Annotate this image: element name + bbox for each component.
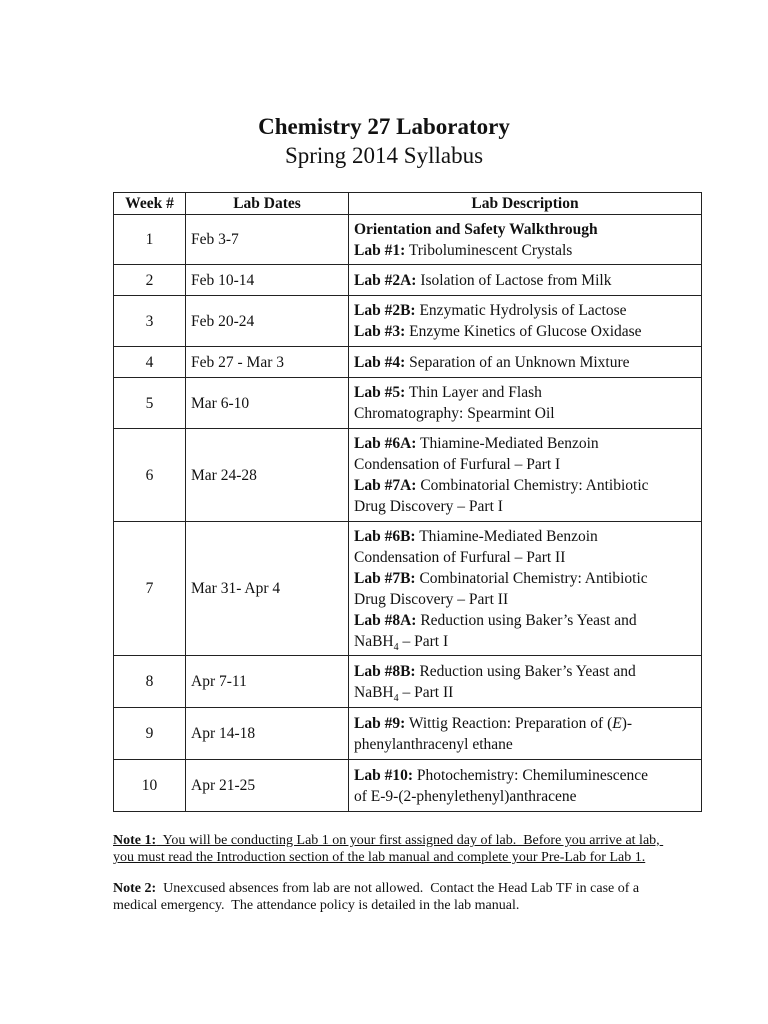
week-cell: 7	[114, 522, 186, 656]
lab-title-text: Chromatography: Spearmint Oil	[354, 405, 555, 422]
table-row	[114, 708, 702, 760]
lab-number: Lab #8A:	[354, 611, 417, 629]
week-cell: 1	[114, 215, 186, 265]
lab-title-text: Thiamine-Mediated Benzoin	[416, 435, 599, 452]
description-line	[354, 475, 696, 496]
week-cell: 3	[114, 296, 186, 347]
column-header-week: Week #	[114, 193, 186, 215]
lab-dates-cell: Feb 10-14	[186, 265, 349, 296]
lab-dates-cell: Mar 24-28	[186, 429, 349, 522]
column-header-dates: Lab Dates	[186, 193, 349, 215]
note-2	[113, 880, 673, 914]
lab-title-text: Photochemistry: Chemiluminescence	[413, 766, 649, 784]
description-line	[354, 734, 696, 755]
page-subtitle: Spring 2014 Syllabus	[284, 143, 484, 168]
table-row	[114, 378, 702, 429]
page-title: Chemistry 27 Laboratory	[258, 114, 510, 139]
description-line	[354, 610, 696, 631]
lab-title-text: Drug Discovery – Part I	[354, 498, 503, 515]
lab-title-text: Drug Discovery – Part II	[354, 590, 509, 608]
lab-description-cell	[349, 429, 702, 522]
lab-number: Lab #7A:	[354, 477, 417, 494]
column-header-description: Lab Description	[349, 193, 702, 215]
lab-title-text: Thin Layer and Flash	[405, 384, 542, 401]
description-line	[354, 568, 696, 589]
lab-number: Lab #6B:	[354, 527, 416, 545]
table-row	[114, 429, 702, 522]
lab-title-text: Thiamine-Mediated Benzoin	[415, 527, 598, 545]
week-cell: 4	[114, 347, 186, 378]
lab-number: Lab #1:	[354, 241, 406, 259]
week-cell: 6	[114, 429, 186, 522]
syllabus-table	[113, 192, 702, 812]
lab-title-text: Reduction using Baker’s Yeast and	[416, 611, 637, 629]
week-cell: 9	[114, 708, 186, 760]
italic-text: E	[612, 714, 622, 732]
table-row	[114, 296, 702, 347]
description-line	[354, 240, 696, 261]
table-row	[114, 522, 702, 656]
description-line	[354, 496, 696, 517]
subscript-text: 4	[393, 692, 399, 704]
description-line	[354, 631, 696, 652]
description-line	[354, 547, 696, 568]
lab-description-cell	[349, 760, 702, 812]
lab-dates-cell: Mar 31- Apr 4	[186, 522, 349, 656]
lab-title-text: of E-9-(2-phenylethenyl)anthracene	[354, 787, 577, 805]
description-line	[354, 433, 696, 454]
note-1-text: You will be conducting Lab 1 on your first assigned day of lab. Before you arrive at lab, you must read the Introduction section of the lab manual and complete your Pre-Lab for Lab 1.	[113, 833, 664, 865]
lab-number: Lab #10:	[354, 766, 413, 784]
lab-description-cell	[349, 347, 702, 378]
lab-number: Lab #8B:	[354, 662, 416, 680]
lab-title-suffix: – Part II	[398, 683, 454, 701]
lab-title-text: Enzymatic Hydrolysis of Lactose	[415, 302, 627, 319]
lab-title-text: phenylanthracenyl ethane	[354, 735, 513, 753]
description-line	[354, 713, 696, 734]
lab-number: Lab #9:	[354, 714, 406, 732]
description-line	[354, 321, 696, 342]
lab-title-text: Condensation of Furfural – Part I	[354, 456, 561, 473]
lab-dates-cell: Mar 6-10	[186, 378, 349, 429]
lab-dates-cell: Feb 20-24	[186, 296, 349, 347]
lab-number: Lab #5:	[354, 384, 406, 401]
lab-dates-cell: Feb 27 - Mar 3	[186, 347, 349, 378]
note-1-label: Note 1:	[113, 833, 157, 848]
table-header-row	[114, 193, 702, 215]
lab-title-text: Triboluminescent Crystals	[405, 241, 573, 259]
lab-number: Lab #2B:	[354, 302, 416, 319]
week-cell: 5	[114, 378, 186, 429]
table-row	[114, 215, 702, 265]
description-line	[354, 786, 696, 807]
week-cell: 2	[114, 265, 186, 296]
description-line	[354, 589, 696, 610]
lab-title-text: Condensation of Furfural – Part II	[354, 548, 566, 566]
note-2-text: Unexcused absences from lab are not allowed. Contact the Head Lab TF in case of a medical emergency. The attendance policy is detailed in the lab manual.	[113, 881, 643, 913]
description-line	[354, 526, 696, 547]
description-line	[354, 382, 696, 403]
note-2-label: Note 2:	[113, 881, 157, 896]
description-line	[354, 682, 696, 703]
lab-title-suffix: )-	[621, 714, 633, 732]
table-row	[114, 265, 702, 296]
lab-dates-cell: Feb 3-7	[186, 215, 349, 265]
lab-description-cell	[349, 296, 702, 347]
lab-number: Lab #3:	[354, 323, 406, 340]
description-line	[354, 454, 696, 475]
lab-title-text: Combinatorial Chemistry: Antibiotic	[415, 569, 648, 587]
lab-title-text: Enzyme Kinetics of Glucose Oxidase	[405, 323, 642, 340]
description-line	[354, 661, 696, 682]
session-heading: Orientation and Safety Walkthrough	[354, 220, 598, 238]
lab-dates-cell: Apr 7-11	[186, 656, 349, 708]
lab-description-cell	[349, 378, 702, 429]
lab-title-text: Reduction using Baker’s Yeast and	[415, 662, 636, 680]
description-line	[354, 219, 696, 240]
subscript-text: 4	[393, 641, 399, 653]
lab-dates-cell: Apr 14-18	[186, 708, 349, 760]
lab-number: Lab #2A:	[354, 271, 417, 289]
lab-description-cell	[349, 215, 702, 265]
lab-description-cell	[349, 708, 702, 760]
lab-title-suffix: – Part I	[398, 632, 449, 650]
description-line	[354, 270, 696, 291]
lab-description-cell	[349, 656, 702, 708]
lab-title-text: Isolation of Lactose from Milk	[416, 271, 612, 289]
lab-number: Lab #6A:	[354, 435, 417, 452]
description-line	[354, 352, 696, 373]
lab-number: Lab #4:	[354, 353, 406, 371]
description-line	[354, 300, 696, 321]
notes-section	[113, 832, 673, 914]
lab-title-text: NaBH	[354, 632, 394, 650]
lab-title-text: Combinatorial Chemistry: Antibiotic	[416, 477, 649, 494]
lab-description-cell	[349, 522, 702, 656]
week-cell: 8	[114, 656, 186, 708]
description-line	[354, 765, 696, 786]
table-body	[114, 215, 702, 812]
lab-title-text: Wittig Reaction: Preparation of (	[405, 714, 613, 732]
lab-title-text: NaBH	[354, 683, 394, 701]
week-cell: 10	[114, 760, 186, 812]
note-1	[113, 832, 673, 866]
table-row	[114, 656, 702, 708]
description-line	[354, 403, 696, 424]
lab-description-cell	[349, 265, 702, 296]
lab-dates-cell: Apr 21-25	[186, 760, 349, 812]
table-row	[114, 760, 702, 812]
table-row	[114, 347, 702, 378]
lab-title-text: Separation of an Unknown Mixture	[405, 353, 630, 371]
lab-number: Lab #7B:	[354, 569, 416, 587]
document-header	[0, 112, 768, 170]
